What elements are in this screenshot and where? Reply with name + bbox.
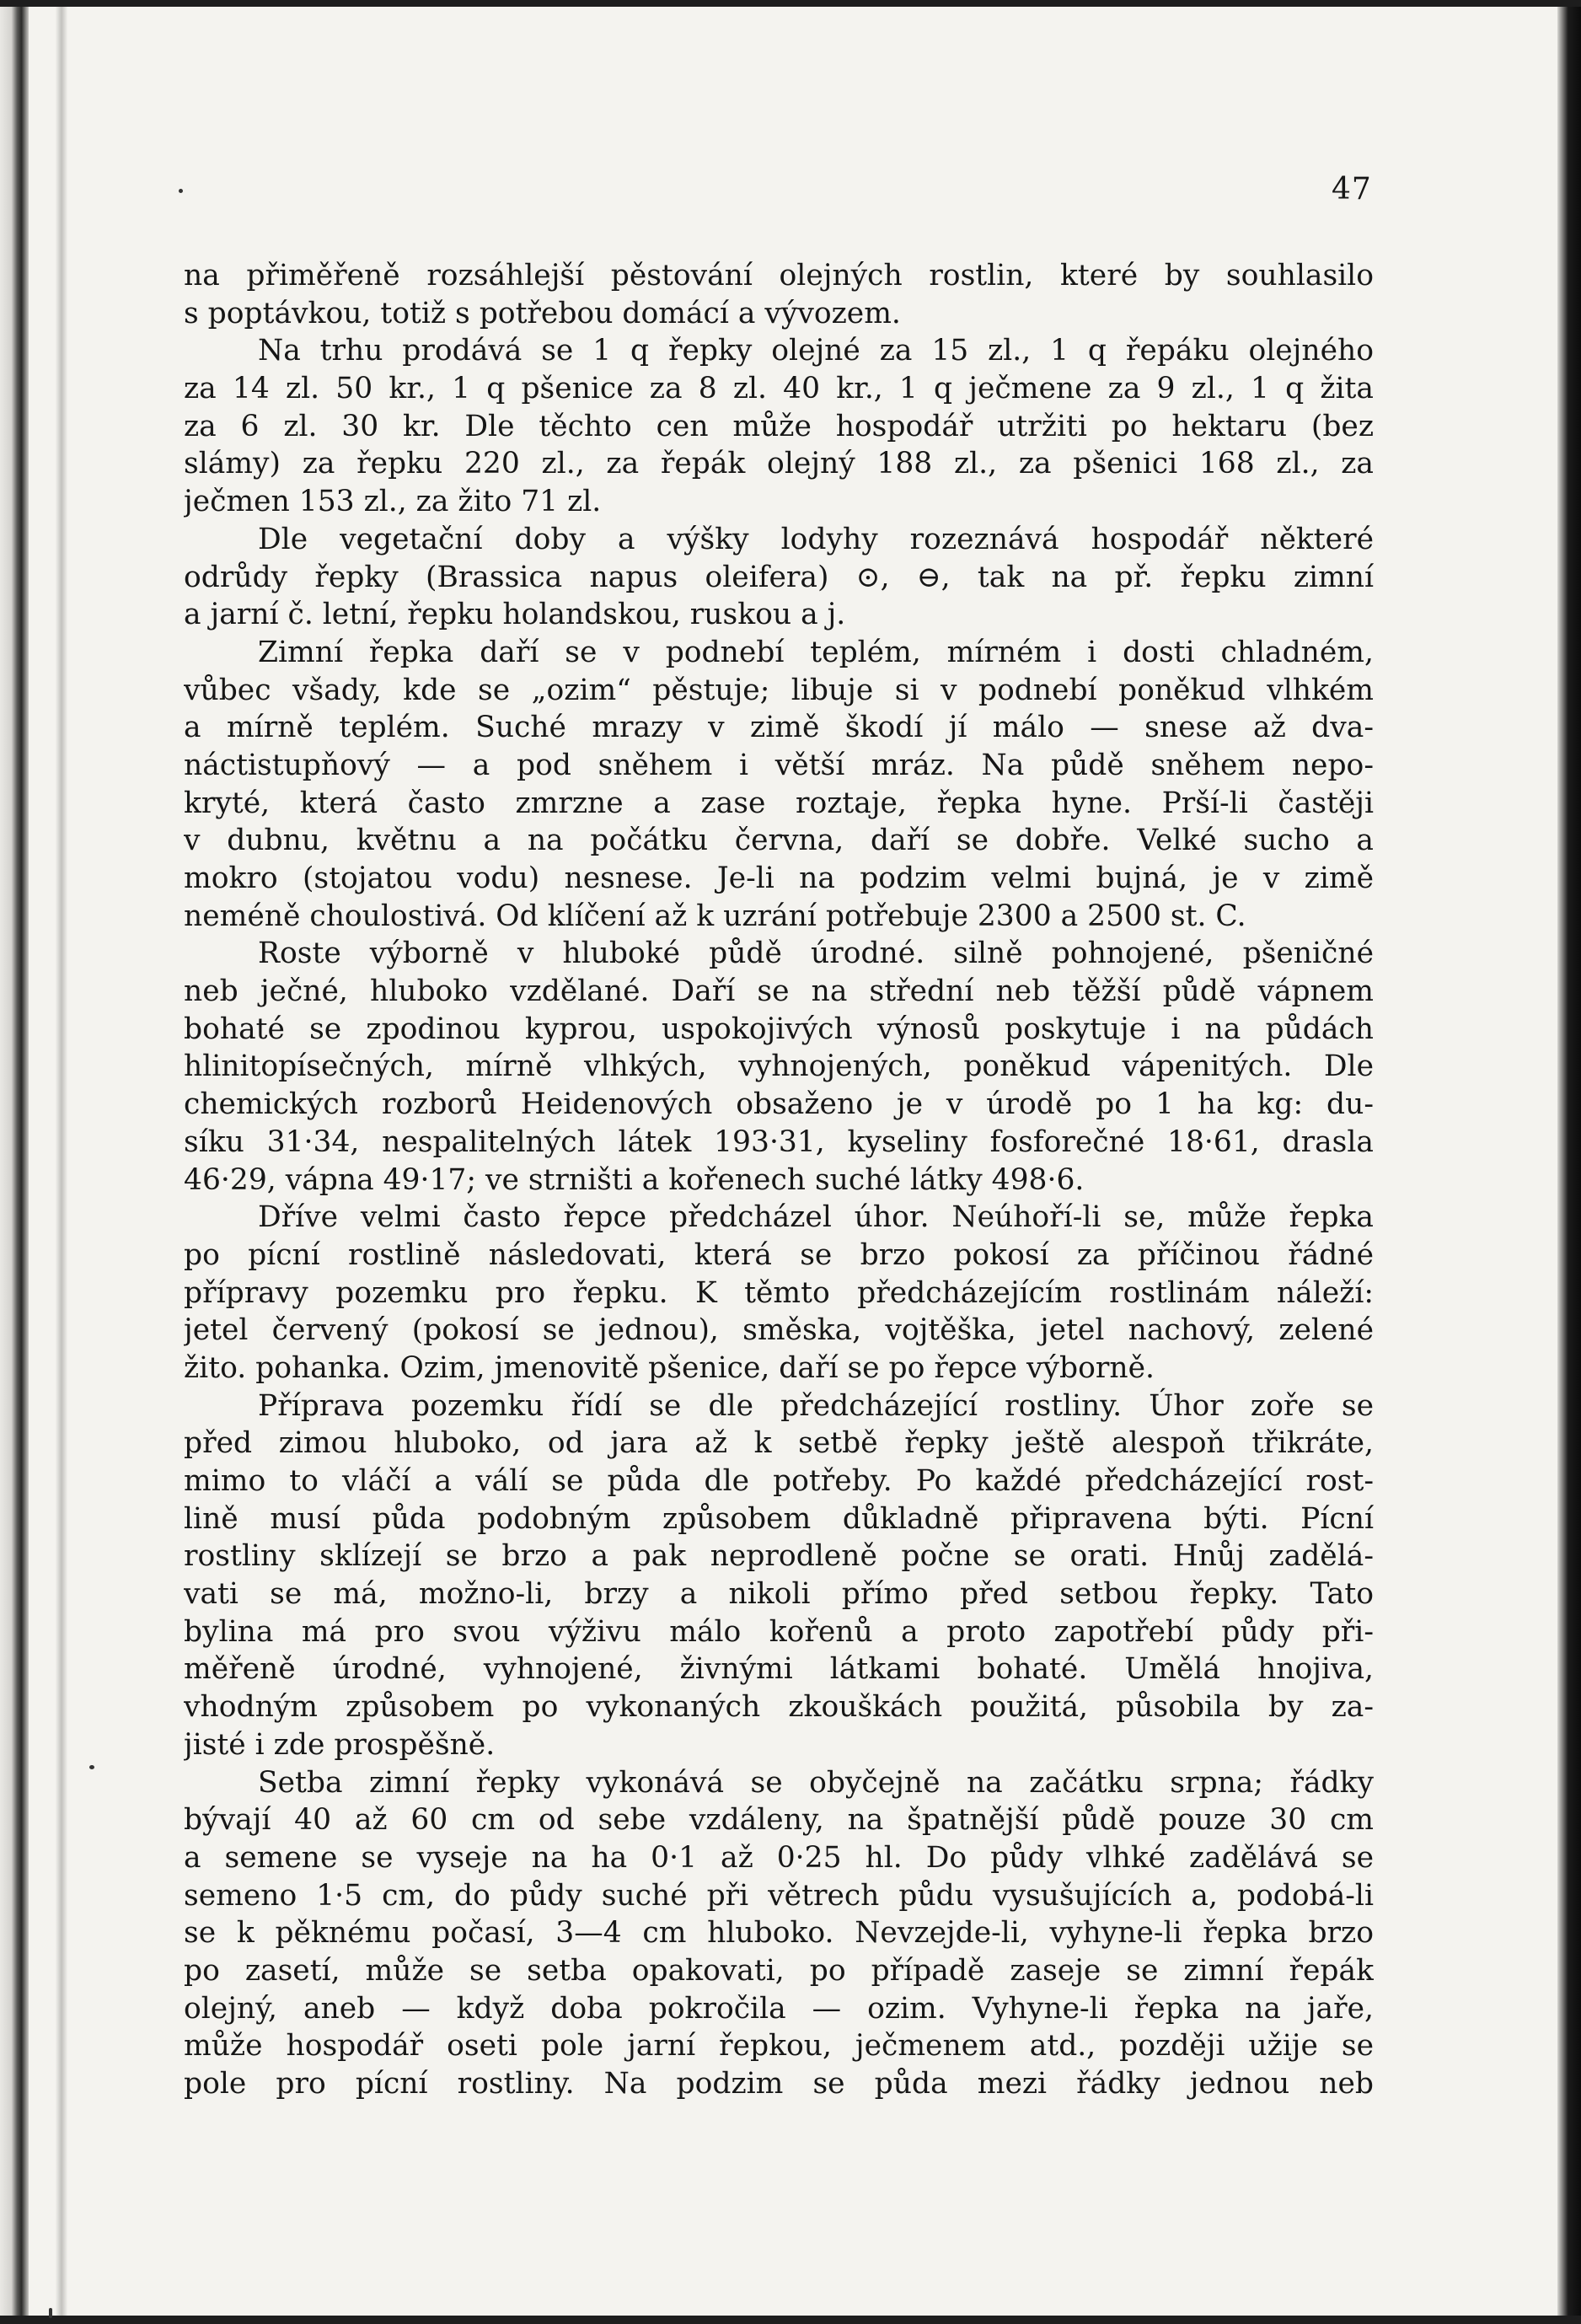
text-line: rostliny sklízejí se brzo a pak neprodleně počne se orati. Hnůj zadělá- [184, 1539, 1374, 1574]
scan-edge-bottom [0, 2316, 1581, 2324]
text-line: mokro (stojatou vodu) nesnese. Je-li na podzim velmi bujná, je v zimě [184, 861, 1374, 895]
text-line: ječmen 153 zl., za žito 71 zl. [184, 485, 602, 519]
text-line: vůbec všady, kde se „ozim“ pěstuje; libuje si v podnebí poněkud vlhkém [184, 673, 1374, 707]
text-line: a jarní č. letní, řepku holandskou, ruskou a j. [184, 598, 846, 632]
text-line: odrůdy řepky (Brassica napus oleifera) ⊙, ⊖, tak na př. řepku zimní [184, 560, 1374, 594]
text-line: v dubnu, květnu a na počátku června, daří se dobře. Velké sucho a [184, 824, 1374, 858]
text-line: pole pro pícní rostliny. Na podzim se půda mezi řádky jednou neb [184, 2067, 1374, 2101]
text-line: a mírně teplém. Suché mrazy v zimě škodí jí málo — snese až dva- [184, 711, 1374, 745]
text-line: žito. pohanka. Ozim, jmenovitě pšenice, daří se po řepce výborně. [184, 1350, 1155, 1385]
text-line: Setba zimní řepky vykonává se obyčejně na začátku srpna; řádky [258, 1765, 1374, 1800]
text-line: vhodným způsobem po vykonaných zkouškách použitá, působila by za- [184, 1690, 1374, 1725]
text-line: bohaté se zpodinou kyprou, uspokojivých výnosů poskytuje i na půdách [184, 1012, 1374, 1046]
text-line: náctistupňový — a pod sněhem i větší mráz. Na půdě sněhem nepo- [184, 748, 1374, 782]
text-line: bylina má pro svou výživu málo kořenů a proto zapotřebí půdy při- [184, 1614, 1374, 1649]
text-line: na přiměřeně rozsáhlejší pěstování olejných rostlin, které by souhlasilo [184, 259, 1374, 293]
text-line: hlinitopísečných, mírně vlhkých, vyhnojených, poněkud vápenitých. Dle [184, 1049, 1374, 1084]
text-line: Na trhu prodává se 1 q řepky olejné za 15 zl., 1 q řepáku olejného [258, 334, 1374, 368]
text-line: po zasetí, může se setba opakovati, po případě zaseje se zimní řepák [184, 1953, 1374, 1988]
text-line: jetel červený (pokosí se jednou), směska, vojtěška, jetel nachový, zelené [184, 1313, 1374, 1348]
text-line: s poptávkou, totiž s potřebou domácí a vývozem. [184, 296, 901, 330]
text-line: před zimou hluboko, od jara až k setbě řepky ještě alespoň třikráte, [184, 1426, 1374, 1461]
text-line: za 14 zl. 50 kr., 1 q pšenice za 8 zl. 40 kr., 1 q ječmene za 9 zl., 1 q žita [184, 372, 1374, 406]
text-line: měřeně úrodné, vyhnojené, živnými látkami bohaté. Umělá hnojiva, [184, 1652, 1374, 1687]
scan-speck [49, 2308, 52, 2318]
text-line: 46·29, vápna 49·17; ve strništi a kořenech suché látky 498·6. [184, 1162, 1085, 1197]
text-line: se k pěknému počasí, 3—4 cm hluboko. Nevzejde-li, vyhyne-li řepka brzo [184, 1916, 1374, 1951]
text-line: mimo to vláčí a válí se půda dle potřeby. Po každé předcházející rost- [184, 1464, 1374, 1498]
text-line: lině musí půda podobným způsobem důkladně připravena býti. Pícní [184, 1501, 1374, 1536]
text-line: slámy) za řepku 220 zl., za řepák olejný 188 zl., za pšenici 168 zl., za [184, 447, 1374, 481]
text-line: za 6 zl. 30 kr. Dle těchto cen může hospodář utržiti po hektaru (bez [184, 409, 1374, 443]
text-line: a semene se vyseje na ha 0·1 až 0·25 hl. Do půdy vlhké zadělává se [184, 1840, 1374, 1875]
scan-edge-right [1557, 0, 1581, 2324]
text-line: kryté, která často zmrzne a zase roztaje, řepka hyne. Prší-li častěji [184, 786, 1374, 820]
text-line: semeno 1·5 cm, do půdy suché při větrech půdu vysušujících a, podobá-li [184, 1878, 1374, 1913]
scan-speck [89, 1765, 94, 1769]
text-line: olejný, aneb — když doba pokročila — ozim. Vyhyne-li řepka na jaře, [184, 1991, 1374, 2026]
text-line: vati se má, možno-li, brzy a nikoli přímo před setbou řepky. Tato [184, 1577, 1374, 1612]
scan-edge-left [0, 0, 29, 2324]
scan-edge-shadow [56, 0, 67, 2324]
text-line: chemických rozborů Heidenových obsaženo je v úrodě po 1 ha kg: du- [184, 1087, 1374, 1122]
text-line: Zimní řepka daří se v podnebí teplém, mírném i dosti chladném, [258, 635, 1374, 669]
scan-edge-top [0, 0, 1581, 7]
text-line: Dle vegetační doby a výšky lodyhy rozeznává hospodář některé [258, 522, 1374, 556]
text-line: Roste výborně v hluboké půdě úrodné. silně pohnojené, pšeničné [258, 937, 1374, 971]
text-line: jisté i zde prospěšně. [184, 1727, 496, 1762]
page-number: 47 [1332, 172, 1372, 207]
text-line: bývají 40 až 60 cm od sebe vzdáleny, na špatnější půdě pouze 30 cm [184, 1803, 1374, 1838]
text-line: neméně choulostivá. Od klíčení až k uzrání potřebuje 2300 a 2500 st. C. [184, 899, 1246, 933]
text-line: neb ječné, hluboko vzdělané. Daří se na střední neb těžší půdě vápnem [184, 974, 1374, 1009]
text-line: může hospodář oseti pole jarní řepkou, ječmenem atd., později užije se [184, 2029, 1374, 2064]
scan-speck [179, 189, 183, 193]
text-line: Příprava pozemku řídí se dle předcházející rostliny. Úhor zoře se [258, 1388, 1374, 1423]
body-text [184, 257, 1374, 2103]
text-line: přípravy pozemku pro řepku. K těmto předcházejícím rostlinám náleží: [184, 1275, 1374, 1310]
text-line: síku 31·34, nespalitelných látek 193·31, kyseliny fosforečné 18·61, drasla [184, 1124, 1374, 1159]
text-line: po pícní rostlině následovati, která se brzo pokosí za příčinou řádné [184, 1237, 1374, 1272]
text-line: Dříve velmi často řepce předcházel úhor. Neúhoří-li se, může řepka [258, 1200, 1374, 1235]
